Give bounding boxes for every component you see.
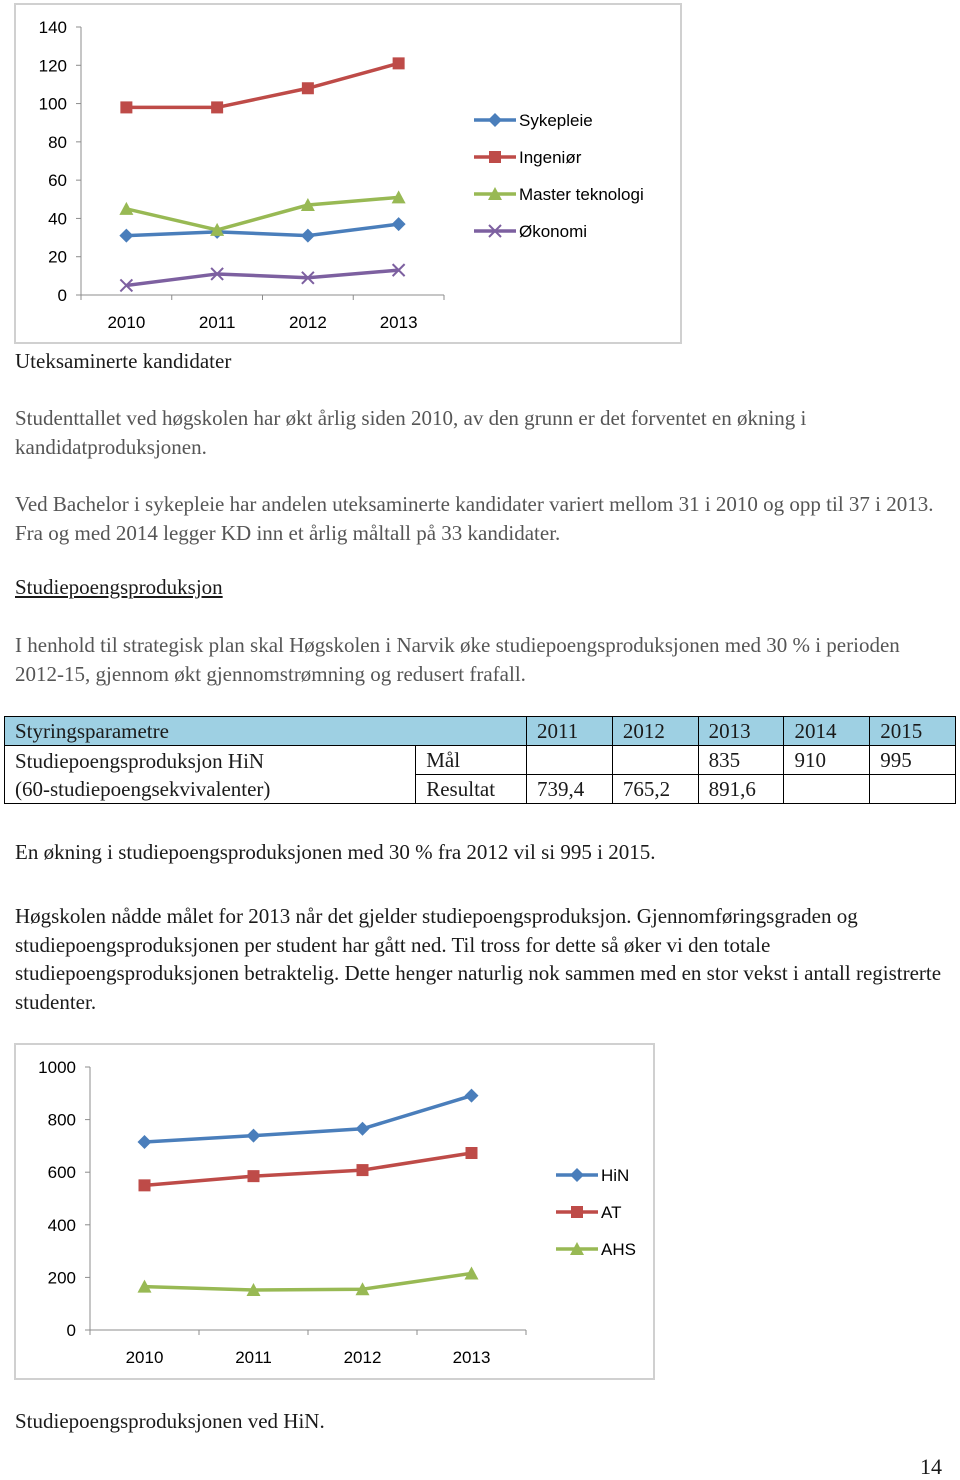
chart-candidates-series-0 <box>119 217 405 242</box>
kpi-goal-cell: 835 <box>698 746 784 775</box>
kpi-goal-cell: 995 <box>870 746 956 775</box>
chart-candidates <box>14 3 682 344</box>
chart-candidates-legend-label: Master teknologi <box>519 185 644 204</box>
paragraph-increase: En økning i studiepoengsproduksjonen med 30 % fra 2012 vil si 995 i 2015. <box>15 840 656 864</box>
kpi-goal-label: Mål <box>416 746 527 775</box>
chart-candidates-y-tick-label: 40 <box>48 209 67 229</box>
chart-credits-x-tick-label: 2010 <box>125 1348 164 1367</box>
chart-credits-legend-item <box>556 1203 621 1222</box>
chart-credits-legend-marker <box>570 1168 584 1182</box>
chart-candidates-series-line <box>126 197 398 230</box>
chart-credits-legend-label: HiN <box>601 1166 630 1185</box>
kpi-table-header <box>5 717 956 746</box>
kpi-result-cell: 765,2 <box>612 775 698 804</box>
chart-credits-series-line <box>145 1153 472 1185</box>
kpi-header-year: 2012 <box>612 717 698 746</box>
paragraph-student-growth: Studenttallet ved høgskolen har økt årlig siden 2010, av den grunn er det forventet en økning i kandidatproduksjonen. <box>15 406 807 459</box>
chart-candidates-y-tick-label: 140 <box>38 18 67 37</box>
chart-credits-legend-marker <box>571 1206 583 1218</box>
kpi-result-label: Resultat <box>416 775 527 804</box>
kpi-result-cell: 891,6 <box>698 775 784 804</box>
chart-candidates-data-point <box>301 229 315 243</box>
chart-credits-data-point <box>248 1170 260 1182</box>
chart-credits-data-point <box>138 1135 152 1149</box>
chart-credits-data-point <box>356 1122 370 1136</box>
chart-credits-legend-item <box>556 1240 636 1259</box>
kpi-result-cell <box>870 775 956 804</box>
chart-candidates-data-point <box>119 229 133 243</box>
chart-credits-data-point <box>466 1147 478 1159</box>
chart-credits-y-tick-label: 400 <box>47 1215 76 1235</box>
chart-candidates-series-3 <box>120 264 404 291</box>
chart-candidates-y-tick-label: 60 <box>48 171 67 191</box>
chart-candidates-series-1 <box>120 57 404 113</box>
section-heading-credits: Studiepoengsproduksjon <box>15 575 223 599</box>
chart-candidates-data-point <box>392 217 406 231</box>
kpi-row-goal <box>5 746 956 775</box>
chart-credits-series-line <box>145 1273 472 1290</box>
chart-candidates-series-line <box>126 270 398 285</box>
chart-candidates-y-tick-label: 80 <box>48 132 67 152</box>
chart-credits-series-line <box>145 1096 472 1142</box>
chart-credits-y-tick-label: 0 <box>66 1321 76 1340</box>
kpi-goal-cell: 910 <box>784 746 870 775</box>
kpi-header-label: Styringsparametre <box>5 717 527 746</box>
kpi-header-year: 2015 <box>870 717 956 746</box>
chart-credits-y-tick-label: 1000 <box>38 1058 76 1077</box>
chart-candidates-y-tick-label: 100 <box>38 94 67 114</box>
paragraph-nursing: Ved Bachelor i sykepleie har andelen uteksaminerte kandidater variert mellom 31 i 2010 og opp til 37 i 2013. Fra og med 2014 legger KD inn et årlig måltall på 33 kandidater. <box>15 492 934 545</box>
chart-candidates-x-tick-label: 2010 <box>107 313 146 332</box>
chart-credits-legend-label: AHS <box>601 1240 636 1259</box>
kpi-header-year: 2014 <box>784 717 870 746</box>
chart-candidates-legend-marker <box>489 151 501 163</box>
chart-credits-caption: Studiepoengsproduksjonen ved HiN. <box>15 1409 325 1433</box>
chart-candidates-legend-label: Sykepleie <box>519 111 593 130</box>
kpi-row-label <box>5 746 416 804</box>
chart-credits-series-2 <box>138 1266 479 1296</box>
chart-candidates-data-point <box>302 82 314 94</box>
kpi-result-cell <box>784 775 870 804</box>
kpi-header-year: 2013 <box>698 717 784 746</box>
chart-credits-svg <box>16 1045 657 1382</box>
chart-candidates-legend-label: Ingeniør <box>519 148 582 167</box>
chart-candidates-svg <box>16 5 684 346</box>
chart-candidates-data-point <box>393 57 405 69</box>
chart-candidates-y-tick-label: 20 <box>48 247 67 267</box>
chart-candidates-series-line <box>126 224 398 235</box>
paragraph-strategic-plan: I henhold til strategisk plan skal Høgskolen i Narvik øke studiepoengsproduksjonen med 30 % i perioden 2012-15, gjennom økt gjennomstrømning og redusert frafall. <box>15 633 900 686</box>
kpi-row-label-line1: Studiepoengsproduksjon HiN <box>15 748 265 773</box>
kpi-goal-cell <box>527 746 613 775</box>
chart-credits-legend-item <box>556 1166 629 1185</box>
page-number: 14 <box>920 1454 942 1479</box>
chart-credits-x-tick-label: 2011 <box>235 1348 272 1367</box>
chart-credits-legend-label: AT <box>601 1203 622 1222</box>
chart-credits-y-tick-label: 800 <box>47 1110 76 1130</box>
chart-candidates-legend-marker <box>488 113 502 127</box>
kpi-table <box>4 716 956 804</box>
chart-candidates-legend-item <box>474 111 593 130</box>
chart-candidates-legend-item <box>474 185 644 204</box>
kpi-row-label-line2: (60-studiepoengsekvivalenter) <box>15 776 271 801</box>
chart-credits-data-point <box>247 1129 261 1143</box>
chart-credits-y-tick-label: 600 <box>47 1163 76 1183</box>
chart-candidates-data-point <box>211 101 223 113</box>
chart-credits-data-point <box>465 1089 479 1103</box>
chart-credits-data-point <box>139 1179 151 1191</box>
chart-credits-data-point <box>357 1164 369 1176</box>
chart-credits <box>14 1043 655 1380</box>
chart-credits-x-tick-label: 2013 <box>452 1348 491 1367</box>
chart-candidates-x-tick-label: 2013 <box>379 313 418 332</box>
chart-candidates-y-tick-label: 120 <box>38 56 67 76</box>
chart-credits-series-1 <box>139 1147 478 1191</box>
chart-credits-series-0 <box>138 1089 479 1149</box>
chart-candidates-series-line <box>126 63 398 107</box>
paragraph-goal-reached: Høgskolen nådde målet for 2013 når det gjelder studiepoengsproduksjon. Gjennomføringsgraden og studiepoengsproduksjonen per student har gått ned. Til tross for dette så øker vi den totale studiepoengsproduksjonen betraktelig. Dette henger naturlig nok sammen med en stor vekst i antall registrerte studenter. <box>15 904 942 1014</box>
chart-candidates-caption: Uteksaminerte kandidater <box>15 349 232 373</box>
chart-candidates-legend-label: Økonomi <box>519 222 588 241</box>
chart-candidates-legend-item <box>474 222 587 241</box>
chart-candidates-legend-item <box>474 148 582 167</box>
chart-candidates-x-tick-label: 2012 <box>288 313 327 332</box>
kpi-result-cell: 739,4 <box>527 775 613 804</box>
chart-candidates-x-tick-label: 2011 <box>198 313 236 332</box>
chart-candidates-data-point <box>120 101 132 113</box>
chart-credits-x-tick-label: 2012 <box>343 1348 382 1367</box>
kpi-goal-cell <box>612 746 698 775</box>
kpi-header-year: 2011 <box>527 717 613 746</box>
chart-candidates-y-tick-label: 0 <box>57 286 67 305</box>
chart-credits-y-tick-label: 200 <box>47 1268 76 1288</box>
